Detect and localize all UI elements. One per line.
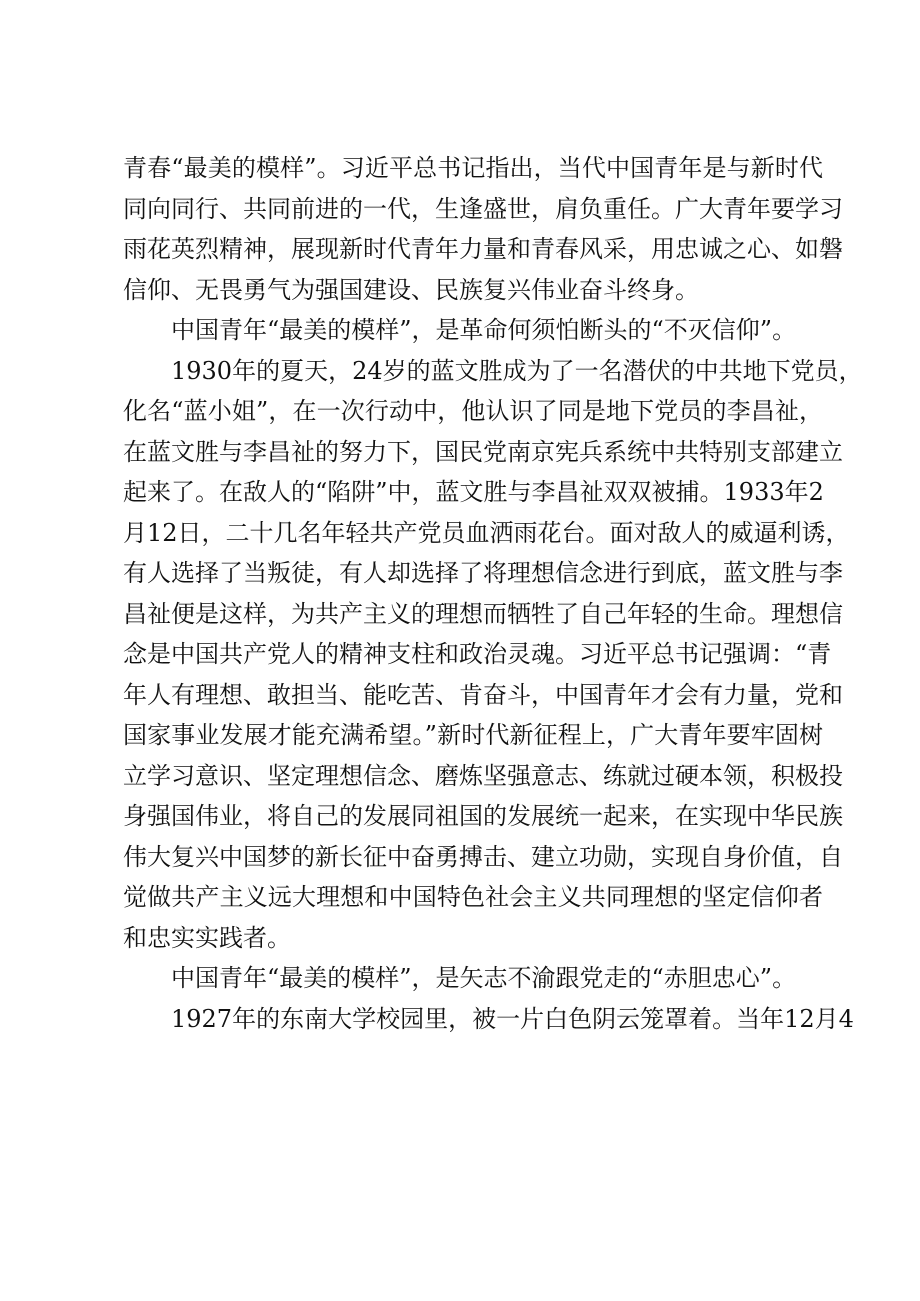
text-line: 年人有理想、敢担当、能吃苦、肯奋斗，中国青年才会有力量，党和 [123,680,843,709]
text-line: 青春“最美的模样”。习近平总书记指出，当代中国青年是与新时代 [123,154,823,182]
text-line: 念是中国共产党人的精神支柱和政治灵魂。习近平总书记强调：“青 [123,640,832,668]
text-line: 伟大复兴中国梦的新长征中奋勇搏击、建立功勋，实现自身价值，自 [123,842,843,871]
text-line: 1930年的夏天，24岁的蓝文胜成为了一名潜伏的中共地下党员， [171,356,863,385]
text-line: 雨花英烈精神，展现新时代青年力量和青春风采，用忠诚之心、如磐 [123,235,843,263]
text-line: 起来了。在敌人的“陷阱”中，蓝文胜与李昌祉双双被捕。1933年2 [123,478,824,506]
text-line: 和忠实实践者。 [123,923,291,952]
text-line: 月12日，二十几名年轻共产党员血洒雨花台。面对敌人的威逼利诱， [123,518,850,547]
text-line: 信仰、无畏勇气为强国建设、民族复兴伟业奋斗终身。 [123,275,699,304]
text-line: 立学习意识、坚定理想信念、磨炼坚强意志、练就过硬本领，积极投 [123,761,843,790]
text-line: 1927年的东南大学校园里，被一片白色阴云笼罩着。当年12月4 [171,1004,854,1033]
text-line: 化名“蓝小姐”，在一次行动中，他认识了同是地下党员的李昌祉， [123,397,823,425]
text-line: 觉做共产主义远大理想和中国特色社会主义共同理想的坚定信仰者 [123,883,823,911]
text-line: 昌祉便是这样，为共产主义的理想而牺牲了自己年轻的生命。理想信 [123,599,843,628]
body-text [123,148,863,1039]
text-line: 在蓝文胜与李昌祉的努力下，国民党南京宪兵系统中共特别支部建立 [123,437,843,466]
text-line: 国家事业发展才能充满希望。”新时代新征程上，广大青年要牢固树 [123,721,823,749]
section-heading: 中国青年“最美的模样”，是革命何须怕断头的“不灭信仰”。 [171,316,797,344]
section-heading: 中国青年“最美的模样”，是矢志不渝跟党走的“赤胆忠心”。 [171,964,797,992]
text-line: 同向同行、共同前进的一代，生逢盛世，肩负重任。广大青年要学习 [123,194,843,223]
text-line: 有人选择了当叛徒，有人却选择了将理想信念进行到底，蓝文胜与李 [123,559,843,587]
text-line: 身强国伟业，将自己的发展同祖国的发展统一起来，在实现中华民族 [123,802,843,830]
